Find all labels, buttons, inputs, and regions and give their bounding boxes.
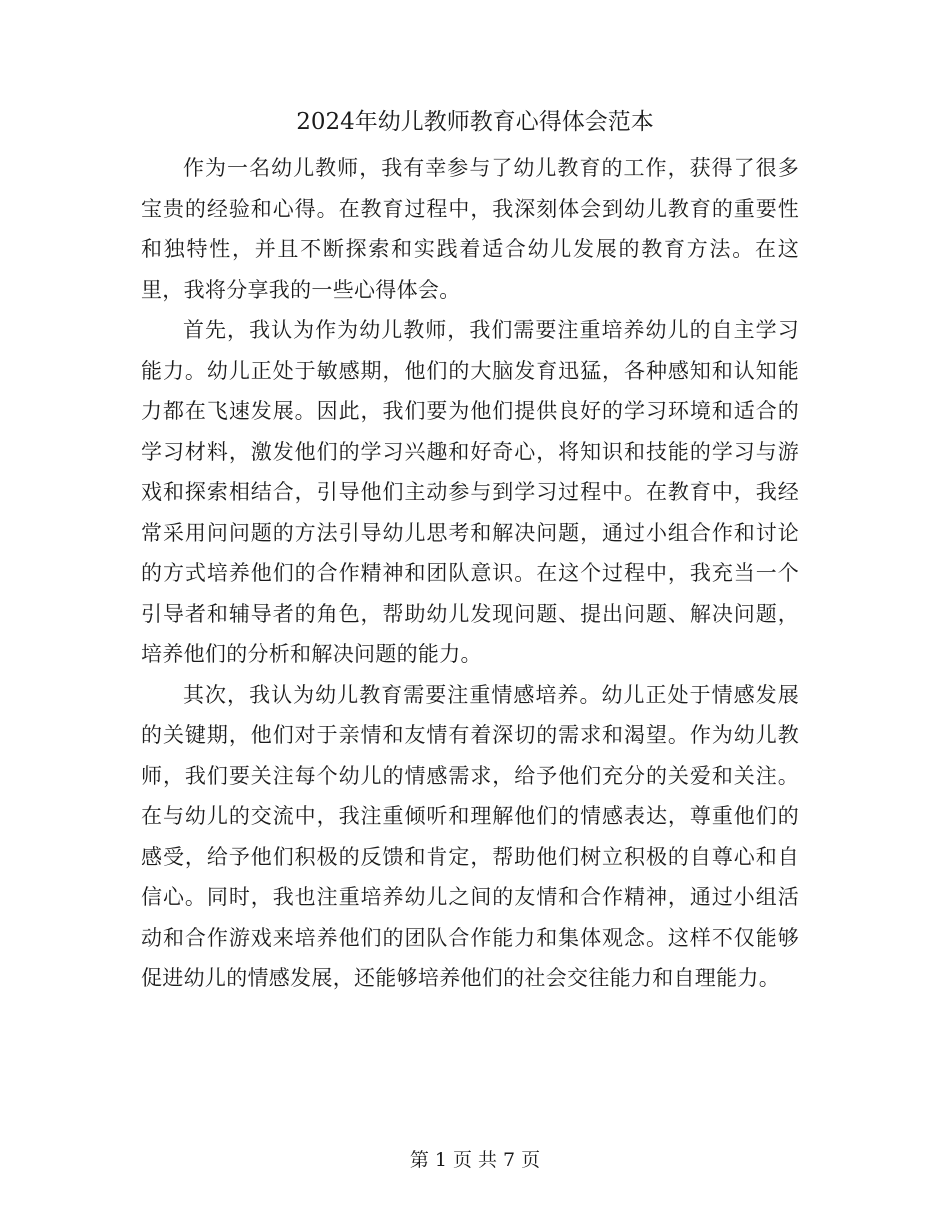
document-body: [141, 148, 799, 999]
paragraph-autonomous-learning: 首先，我认为作为幼儿教师，我们需要注重培养幼儿的自主学习能力。幼儿正处于敏感期，他们的大脑发育迅猛，各种感知和认知能力都在飞速发展。因此，我们要为他们提供良好的学习环境和适合的学习材料，激发他们的学习兴趣和好奇心，将知识和技能的学习与游戏和探索相结合，引导他们主动参与到学习过程中。在教育中，我经常采用问问题的方法引导幼儿思考和解决问题，通过小组合作和讨论的方式培养他们的合作精神和团队意识。在这个过程中，我充当一个引导者和辅导者的角色，帮助幼儿发现问题、提出问题、解决问题，培养他们的分析和解决问题的能力。: [141, 318, 799, 666]
document-title: 2024年幼儿教师教育心得体会范本: [296, 109, 654, 135]
page-number-footer: 第 1 页 共 7 页: [409, 1149, 541, 1171]
paragraph-emotional-development: 其次，我认为幼儿教育需要注重情感培养。幼儿正处于情感发展的关键期，他们对于亲情和友情有着深切的需求和渴望。作为幼儿教师，我们要关注每个幼儿的情感需求，给予他们充分的关爱和关注。在与幼儿的交流中，我注重倾听和理解他们的情感表达，尊重他们的感受，给予他们积极的反馈和肯定，帮助他们树立积极的自尊心和自信心。同时，我也注重培养幼儿之间的友情和合作精神，通过小组活动和合作游戏来培养他们的团队合作能力和集体观念。这样不仅能够促进幼儿的情感发展，还能够培养他们的社会交往能力和自理能力。: [141, 682, 799, 990]
paragraph-intro: 作为一名幼儿教师，我有幸参与了幼儿教育的工作，获得了很多宝贵的经验和心得。在教育过程中，我深刻体会到幼儿教育的重要性和独特性，并且不断探索和实践着适合幼儿发展的教育方法。在这里，我将分享我的一些心得体会。: [141, 156, 799, 302]
